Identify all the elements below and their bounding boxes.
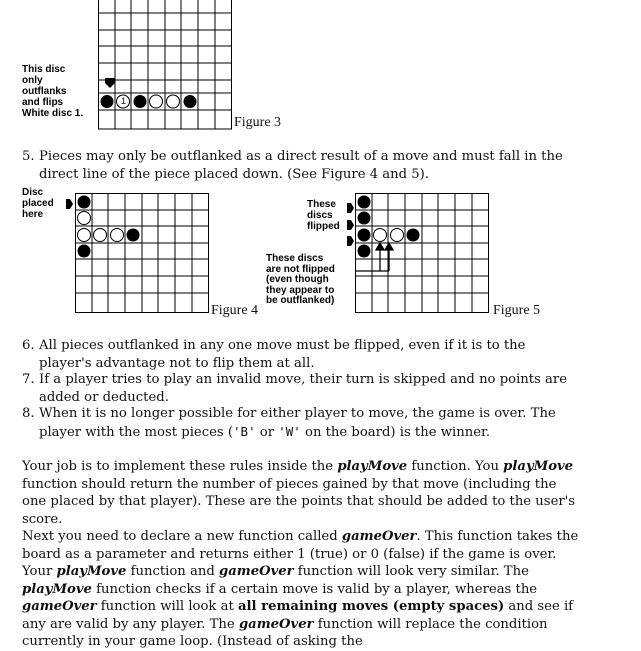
arrow-right-icon bbox=[345, 234, 355, 248]
figure-3-caption: Figure 3 bbox=[234, 115, 282, 130]
arrow-down-icon bbox=[103, 78, 117, 90]
paragraph-gameover: Next you need to declare a new function called gameOver. This function takes the board as a parameter and returns either 1 (true) or 0 (false) if the game is over. Your playMove function and gameOver function will look very similar. The playMove function checks if a certain move is valid by a player, whereas the gameOver function will look at all remaining moves (empty spaces) and see if any are valid by any player. The gameOver function will replace the condition currently in your game loop. (Instead of asking the bbox=[22, 529, 579, 649]
rule-6: 6. All pieces outflanked in any one move must be flipped, even if it is to the player's advantage not to flip them at all. bbox=[22, 338, 526, 371]
figure-5-flipped-label: These discs flipped bbox=[307, 199, 340, 232]
figure-5-board bbox=[355, 193, 489, 313]
figure-5-notflipped-label: These discs are not flipped (even though they appear to be outflanked) bbox=[266, 253, 335, 306]
figure-3-label: This disc only outflanks and flips White disc 1. bbox=[22, 64, 84, 119]
figure-4-board bbox=[75, 193, 209, 313]
figure-5-caption: Figure 5 bbox=[493, 303, 541, 318]
rule-8: 8. When it is no longer possible for either player to move, the game is over. The player with the most pieces ('B' or 'W' on the board) is the winner. bbox=[22, 406, 556, 440]
disc-number-1: 1 bbox=[121, 96, 127, 106]
figure-4-label: Disc placed here bbox=[22, 187, 54, 220]
paragraph-playmove: Your job is to implement these rules inside the playMove function. You playMove function should return the number of pieces gained by that move (including the one placed by that player). These are the points that should be added to the user's score. bbox=[22, 459, 576, 527]
rule-5: 5. Pieces may only be outflanked as a direct result of a move and must fall in the direct line of the piece placed down. (See Figure 4 and 5). bbox=[22, 149, 563, 182]
figure-3-board bbox=[98, 0, 232, 130]
rule-7: 7. If a player tries to play an invalid move, their turn is skipped and no points are added or deducted. bbox=[22, 372, 568, 405]
figure-4-caption: Figure 4 bbox=[211, 303, 259, 318]
